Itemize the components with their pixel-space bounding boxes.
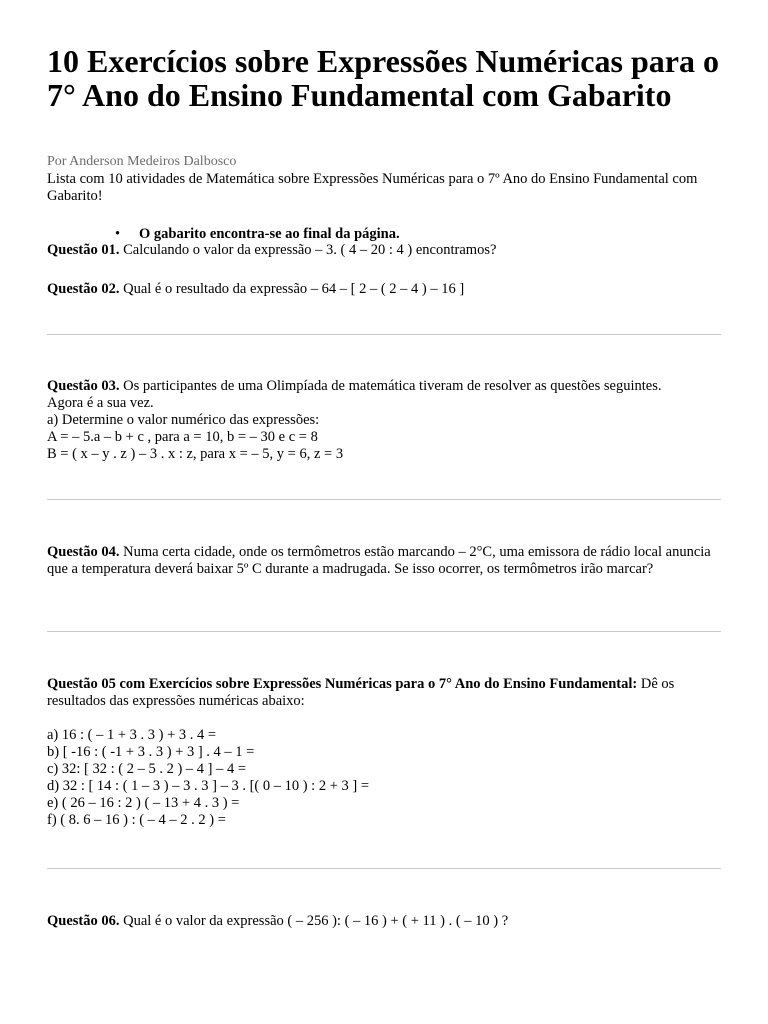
expression-item: a) 16 : ( – 1 + 3 . 3 ) + 3 . 4 = xyxy=(47,727,217,743)
expression-item: f) ( 8. 6 – 16 ) : ( – 4 – 2 . 2 ) = xyxy=(47,812,226,828)
expression-item: d) 32 : [ 14 : ( 1 – 3 ) – 3 . 3 ] – 3 . [( 0 – 10 ) : 2 + 3 ] = xyxy=(47,778,370,794)
question-05-text: Dê os resultados das expressões numéricas abaixo: xyxy=(47,676,675,709)
question-04 xyxy=(47,544,727,578)
question-04-text: Numa certa cidade, onde os termômetros estão marcando – 2°C, uma emissora de rádio local anuncia que a temperatura deverá baixar 5º C durante a madrugada. Se isso ocorrer, os termômetros irão marcar? xyxy=(47,544,711,577)
intro-text: Lista com 10 atividades de Matemática sobre Expressões Numéricas para o 7º Ano do Ensino Fundamental com Gabarito! xyxy=(47,171,698,204)
question-06 xyxy=(47,913,727,930)
divider xyxy=(47,868,721,869)
question-06-label: Questão 06. xyxy=(47,913,120,929)
notice-list xyxy=(47,226,400,243)
question-03 xyxy=(47,378,727,463)
page-title: 10 Exercícios sobre Expressões Numéricas para o 7° Ano do Ensino Fundamental com Gabarito xyxy=(47,43,719,113)
question-03-line: B = ( x – y . z ) – 3 . x : z, para x = – 5, y = 6, z = 3 xyxy=(47,446,344,462)
question-02 xyxy=(47,281,727,298)
question-04-label: Questão 04. xyxy=(47,544,120,560)
author-byline: Por Anderson Medeiros Dalbosco xyxy=(47,154,237,169)
divider xyxy=(47,499,721,500)
question-03-text: Os participantes de uma Olimpíada de matemática tiveram de resolver as questões seguintes. xyxy=(119,378,662,394)
question-01 xyxy=(47,242,727,259)
divider xyxy=(47,334,721,335)
question-06-text: Qual é o valor da expressão ( – 256 ): ( – 16 ) + ( + 11 ) . ( – 10 ) ? xyxy=(119,913,509,929)
question-03-line: Agora é a sua vez. xyxy=(47,395,154,411)
expression-item: e) ( 26 – 16 : 2 ) ( – 13 + 4 . 3 ) = xyxy=(47,795,240,811)
question-03-line: A = – 5.a – b + c , para a = 10, b = – 30 e c = 8 xyxy=(47,429,318,445)
question-03-line: a) Determine o valor numérico das expressões: xyxy=(47,412,320,428)
notice-text: O gabarito encontra-se ao final da página. xyxy=(139,226,400,242)
question-05-label: Questão 05 com Exercícios sobre Expressões Numéricas para o 7° Ano do Ensino Fundamental: xyxy=(47,676,638,692)
notice-item xyxy=(47,226,400,243)
question-05 xyxy=(47,676,727,829)
divider xyxy=(47,631,721,632)
bullet-icon: • xyxy=(115,226,121,242)
expression-item: c) 32: [ 32 : ( 2 – 5 . 2 ) – 4 ] – 4 = xyxy=(47,761,247,777)
question-02-text: Qual é o resultado da expressão – 64 – [ 2 – ( 2 – 4 ) – 16 ] xyxy=(119,281,465,297)
question-02-label: Questão 02. xyxy=(47,281,120,297)
question-03-label: Questão 03. xyxy=(47,378,120,394)
question-01-text: Calculando o valor da expressão – 3. ( 4 – 20 : 4 ) encontramos? xyxy=(119,242,497,258)
question-01-label: Questão 01. xyxy=(47,242,120,258)
expression-item: b) [ -16 : ( -1 + 3 . 3 ) + 3 ] . 4 – 1 = xyxy=(47,744,255,760)
